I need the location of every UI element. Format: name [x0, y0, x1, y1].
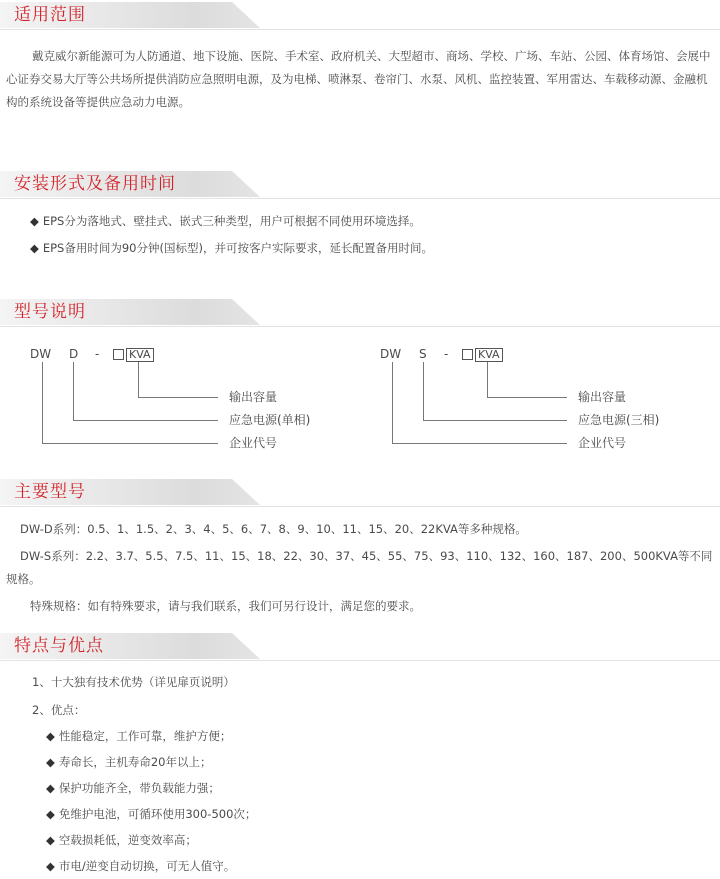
connector-line	[392, 443, 567, 444]
feature-item-2	[46, 751, 212, 774]
diagram-code-phase: D	[69, 347, 79, 361]
connector-line	[73, 420, 218, 421]
capacity-box-icon	[113, 349, 124, 360]
connector-line	[138, 397, 218, 398]
diagram-capacity	[462, 346, 503, 362]
section-header-install	[0, 171, 720, 201]
main-models-s-series: DW-S系列：2.2、3.7、5.5、7.5、11、15、18、22、30、37、45、55、75、93、110、132、160、187、200、500KVA等不同规格。	[6, 549, 713, 586]
feature-item-text: 保护功能齐全，带负载能力强；	[58, 781, 220, 795]
connector-line	[73, 362, 74, 420]
connector-line	[138, 362, 139, 397]
install-item-1	[30, 210, 421, 233]
diamond-bullet-icon: ◆	[46, 859, 55, 873]
section-divider	[0, 29, 720, 30]
section-divider	[0, 326, 720, 327]
feature-item-text: 免维护电池，可循环使用300-500次；	[58, 807, 257, 821]
connector-line	[487, 397, 567, 398]
connector-line	[42, 443, 218, 444]
install-item-2-text: EPS备用时间为90分钟(国标型)，并可按客户实际要求，延长配置备用时间。	[42, 241, 433, 255]
feature-item-text: 空载损耗低，逆变效率高；	[58, 833, 197, 847]
section-title-model: 型号说明	[14, 302, 86, 322]
section-title-features: 特点与优点	[14, 636, 104, 656]
diamond-bullet-icon: ◆	[46, 807, 55, 821]
diagram-code-enterprise: DW	[380, 347, 402, 361]
feature-item-5	[46, 829, 197, 852]
label-emergency-power: 应急电源(三相)	[578, 413, 660, 427]
diamond-bullet-icon: ◆	[30, 241, 39, 255]
connector-line	[423, 420, 567, 421]
diagram-dash: -	[95, 347, 100, 361]
scope-paragraph: 戴克威尔新能源可为人防通道、地下设施、医院、手术室、政府机关、大型超市、商场、学校、广场、车站、公园、体育场馆、会展中心证券交易大厅等公共场所提供消防应急照明电源，及为电梯、喷淋泵、卷帘门、水泵、风机、监控装置、军用雷达、车载移动源、金融机构的系统设备等提供应急动力电源。	[6, 49, 711, 109]
install-item-1-text: EPS分为落地式、壁挂式、嵌式三种类型，用户可根据不同使用环境选择。	[42, 214, 421, 228]
diagram-code-enterprise: DW	[30, 347, 52, 361]
label-output-capacity: 输出容量	[578, 390, 627, 404]
label-enterprise-code: 企业代号	[578, 436, 627, 450]
section-title-scope: 适用范围	[14, 5, 86, 25]
diagram-dash: -	[444, 347, 449, 361]
diagram-code-phase: S	[419, 347, 427, 361]
section-header-features	[0, 633, 720, 663]
capacity-box-icon	[462, 349, 473, 360]
install-item-2	[30, 237, 433, 260]
diamond-bullet-icon: ◆	[46, 781, 55, 795]
feature-item-4	[46, 803, 256, 826]
label-emergency-power: 应急电源(单相)	[229, 413, 311, 427]
connector-line	[42, 362, 43, 443]
section-divider	[0, 506, 720, 507]
diagram-capacity	[113, 346, 154, 362]
connector-line	[487, 362, 488, 397]
kva-unit: KVA	[126, 348, 154, 362]
features-point-1: 1、十大独有技术优势（详见扉页说明）	[32, 675, 235, 689]
label-enterprise-code: 企业代号	[229, 436, 278, 450]
section-divider	[0, 660, 720, 661]
section-title-install: 安装形式及备用时间	[14, 174, 176, 194]
diamond-bullet-icon: ◆	[30, 214, 39, 228]
feature-item-1	[46, 725, 231, 748]
section-header-scope	[0, 2, 720, 32]
diamond-bullet-icon: ◆	[46, 729, 55, 743]
section-header-main-models	[0, 479, 720, 509]
feature-item-3	[46, 777, 220, 800]
features-point-2: 2、优点：	[32, 703, 86, 717]
diamond-bullet-icon: ◆	[46, 755, 55, 769]
section-header-model	[0, 299, 720, 329]
kva-unit: KVA	[475, 348, 503, 362]
connector-line	[423, 362, 424, 420]
main-models-d-series: DW-D系列：0.5、1、1.5、2、3、4、5、6、7、8、9、10、11、15、20、22KVA等多种规格。	[20, 522, 527, 536]
feature-item-text: 市电/逆变自动切换，可无人值守。	[58, 859, 236, 873]
diamond-bullet-icon: ◆	[46, 833, 55, 847]
section-title-main-models: 主要型号	[14, 482, 86, 502]
feature-item-text: 性能稳定，工作可靠，维护方便；	[58, 729, 232, 743]
connector-line	[392, 362, 393, 443]
section-divider	[0, 198, 720, 199]
label-output-capacity: 输出容量	[229, 390, 278, 404]
feature-item-text: 寿命长，主机寿命20年以上；	[58, 755, 212, 769]
feature-item-6	[46, 855, 235, 878]
main-models-special: 特殊规格：如有特殊要求，请与我们联系，我们可另行设计，满足您的要求。	[30, 599, 421, 613]
